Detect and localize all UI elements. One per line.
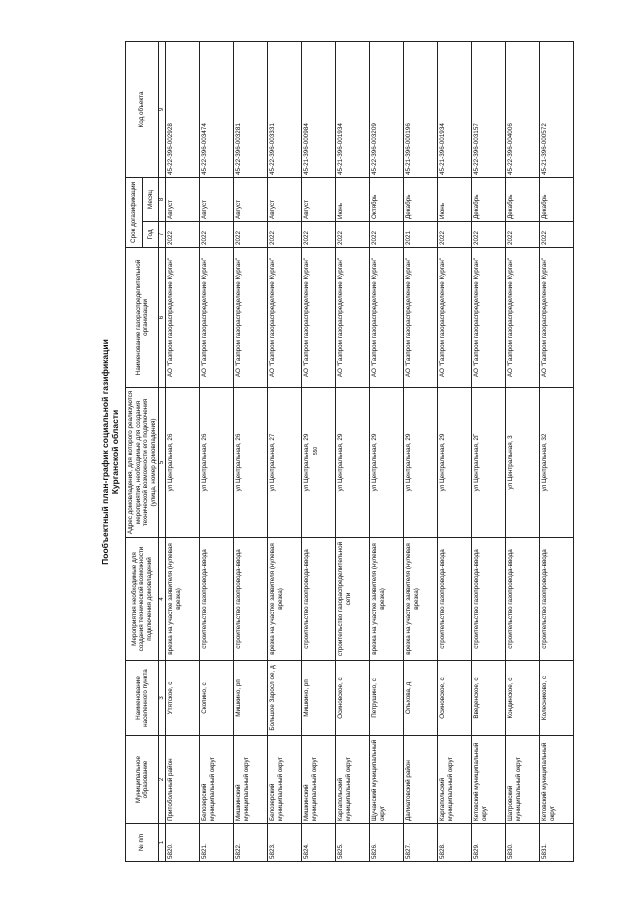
page-title (100, 42, 120, 862)
object-code-cell: 45-21-396-000572 (540, 42, 574, 178)
header-address: Адрес домовладения, для которого реализуются мероприятия, необходимые для создания технической возможности его подключения (улица, номер домовладения) (126, 388, 159, 538)
table-row (200, 42, 234, 862)
gdo-cell: АО "Газпром газораспределение Курган" (404, 248, 438, 388)
municipality-cell: Белозерский муниципальный округ (268, 736, 302, 824)
row-number-cell: 5825. (336, 824, 370, 862)
table-body (166, 42, 574, 862)
gdo-cell: АО "Газпром газораспределение Курган" (506, 248, 540, 388)
row-number-cell: 5831. (540, 824, 574, 862)
header-row (126, 42, 143, 862)
year-cell: 2022 (370, 222, 404, 248)
year-cell: 2022 (234, 222, 268, 248)
month-cell: Октябрь (370, 178, 404, 222)
row-number-cell: 5821. (200, 824, 234, 862)
measures-cell: строительство газопровода-ввода (302, 538, 336, 661)
column-number: 5 (159, 388, 166, 538)
year-cell: 2022 (472, 222, 506, 248)
municipality-cell: Шатровский муниципальный округ (506, 736, 540, 824)
month-cell: Декабрь (404, 178, 438, 222)
address-cell: ул Центральная, 26 (200, 388, 234, 538)
table-row (302, 42, 336, 862)
column-number-row (159, 42, 166, 862)
table-row (404, 42, 438, 862)
measures-cell: врезка на участке заявителя (нулевая врезка) (370, 538, 404, 661)
column-number: 6 (159, 248, 166, 388)
address-cell: ул Центральная, 27 (268, 388, 302, 538)
month-cell: Август (302, 178, 336, 222)
table-row (166, 42, 200, 862)
address-cell: ул Центральная, 29 (370, 388, 404, 538)
municipality-cell: Кетовский муниципальный округ (540, 736, 574, 824)
month-cell: Декабрь (472, 178, 506, 222)
measures-cell: строительство газопровода-ввода (200, 538, 234, 661)
gdo-cell: АО "Газпром газораспределение Курган" (268, 248, 302, 388)
year-cell: 2022 (268, 222, 302, 248)
measures-cell: врезка на участке заявителя (нулевая врезка) (268, 538, 302, 661)
settlement-cell: Петрушино, с (370, 661, 404, 736)
document-page (100, 42, 574, 862)
column-number: 8 (159, 178, 166, 222)
header-year: Год (142, 222, 159, 248)
object-code-cell: 45-22-396-003157 (472, 42, 506, 178)
settlement-cell: Ольхова, д (404, 661, 438, 736)
gdo-cell: АО "Газпром газораспределение Курган" (472, 248, 506, 388)
column-number: 9 (159, 42, 166, 178)
settlement-cell: Колесниково, с (540, 661, 574, 736)
measures-cell: строительство газопровода-ввода (438, 538, 472, 661)
year-cell: 2022 (540, 222, 574, 248)
table-row (336, 42, 370, 862)
address-cell: ул Центральная, 26 (234, 388, 268, 538)
row-number-cell: 5827. (404, 824, 438, 862)
object-code-cell: 45-22-396-004006 (506, 42, 540, 178)
column-number: 7 (159, 222, 166, 248)
month-cell: Декабрь (540, 178, 574, 222)
measures-cell: строительство газопровода-ввода (234, 538, 268, 661)
object-code-cell: 45-22-396-002928 (166, 42, 200, 178)
month-cell: Август (200, 178, 234, 222)
gdo-cell: АО "Газпром газораспределение Курган" (234, 248, 268, 388)
row-number-cell: 5824. (302, 824, 336, 862)
month-cell: Июнь (336, 178, 370, 222)
object-code-cell: 45-21-396-000984 (302, 42, 336, 178)
settlement-cell: Утятское, с (166, 661, 200, 736)
object-code-cell: 45-22-396-003331 (268, 42, 302, 178)
settlement-cell: Введенское, с (472, 661, 506, 736)
address-cell: ул Центральная, 3 (506, 388, 540, 538)
gdo-cell: АО "Газпром газораспределение Курган" (370, 248, 404, 388)
page-number: 550 (313, 446, 320, 456)
table-row (438, 42, 472, 862)
table-row (370, 42, 404, 862)
table-row (472, 42, 506, 862)
gdo-cell: АО "Газпром газораспределение Курган" (302, 248, 336, 388)
table-row (234, 42, 268, 862)
municipality-cell: Мишкинский муниципальный округ (302, 736, 336, 824)
municipality-cell: Кетовский муниципальный округ (472, 736, 506, 824)
settlement-cell: Осиновское, с (336, 661, 370, 736)
header-num: № п/п (126, 824, 159, 862)
object-code-cell: 45-22-396-003209 (370, 42, 404, 178)
measures-cell: строительство газопровода-ввода (540, 538, 574, 661)
year-cell: 2022 (438, 222, 472, 248)
settlement-cell: Большое Заросл ое, д (268, 661, 302, 736)
settlement-cell: Скопино, с (200, 661, 234, 736)
municipality-cell: Белозерский муниципальный округ (200, 736, 234, 824)
column-number: 2 (159, 736, 166, 824)
table-row (506, 42, 540, 862)
month-cell: Июнь (438, 178, 472, 222)
measures-cell: врезка на участке заявителя (нулевая врезка) (404, 538, 438, 661)
row-number-cell: 5829. (472, 824, 506, 862)
header-code: Код объекта (126, 42, 159, 178)
row-number-cell: 5828. (438, 824, 472, 862)
title-line-2: Курганской области (110, 409, 120, 495)
row-number-cell: 5826. (370, 824, 404, 862)
municipality-cell: Далматовский район (404, 736, 438, 824)
schedule-table (125, 41, 574, 862)
header-municipality: Муниципальное образование (126, 736, 159, 824)
month-cell: Декабрь (506, 178, 540, 222)
gdo-cell: АО "Газпром газораспределение Курган" (200, 248, 234, 388)
year-cell: 2022 (200, 222, 234, 248)
gdo-cell: АО "Газпром газораспределение Курган" (166, 248, 200, 388)
title-line-1: Пообъектный план-график социальной газификации (100, 339, 110, 565)
row-number-cell: 5820. (166, 824, 200, 862)
address-cell: ул Центральная, 32 (540, 388, 574, 538)
gdo-cell: АО "Газпром газораспределение Курган" (438, 248, 472, 388)
object-code-cell: 45-21-396-001934 (438, 42, 472, 178)
address-cell: ул Центральная, 26 (166, 388, 200, 538)
column-number: 3 (159, 661, 166, 736)
object-code-cell: 45-22-396-003474 (200, 42, 234, 178)
month-cell: Август (234, 178, 268, 222)
month-cell: Август (166, 178, 200, 222)
column-number: 4 (159, 538, 166, 661)
measures-cell: строительство газопровода-ввода (506, 538, 540, 661)
object-code-cell: 45-22-396-003281 (234, 42, 268, 178)
address-cell: ул Центральная, 29 (438, 388, 472, 538)
measures-cell: строительство газопровода-ввода (472, 538, 506, 661)
settlement-cell: Мишкино, рп (234, 661, 268, 736)
month-cell: Август (268, 178, 302, 222)
column-number: 1 (159, 824, 166, 862)
settlement-cell: Мишкино, рп (302, 661, 336, 736)
gdo-cell: АО "Газпром газораспределение Курган" (540, 248, 574, 388)
year-cell: 2022 (336, 222, 370, 248)
address-cell: ул Центральная, 29 (336, 388, 370, 538)
table-row (540, 42, 574, 862)
header-gdo: Наименование газораспределительной организации (126, 248, 159, 388)
header-month: Месяц (142, 178, 159, 222)
year-cell: 2022 (506, 222, 540, 248)
row-number-cell: 5830. (506, 824, 540, 862)
row-number-cell: 5822. (234, 824, 268, 862)
header-measures: Мероприятия необходимые для создания технической возможности подключения домовладений (126, 538, 159, 661)
year-cell: 2022 (302, 222, 336, 248)
settlement-cell: Осиновское, с (438, 661, 472, 736)
address-cell: ул Центральная, 29 (302, 388, 336, 538)
municipality-cell: Мишкинский муниципальный округ (234, 736, 268, 824)
address-cell: ул Центральная, 29 (404, 388, 438, 538)
municipality-cell: Каргапольский муниципальный округ (336, 736, 370, 824)
year-cell: 2022 (166, 222, 200, 248)
year-cell: 2021 (404, 222, 438, 248)
settlement-cell: Кондинское, с (506, 661, 540, 736)
object-code-cell: 45-21-396-000196 (404, 42, 438, 178)
measures-cell: строительство газораспределительной сети (336, 538, 370, 661)
header-deadline: Срок догазификации (126, 178, 143, 248)
table-row (268, 42, 302, 862)
object-code-cell: 45-21-396-001934 (336, 42, 370, 178)
municipality-cell: Каргапольский муниципальный округ (438, 736, 472, 824)
row-number-cell: 5823. (268, 824, 302, 862)
measures-cell: врезка на участке заявителя (нулевая врезка) (166, 538, 200, 661)
municipality-cell: Щучанский муниципальный округ (370, 736, 404, 824)
header-settlement: Наименование населенного пункта (126, 661, 159, 736)
municipality-cell: Притобольный район (166, 736, 200, 824)
address-cell: ул Центральная, 2Г (472, 388, 506, 538)
gdo-cell: АО "Газпром газораспределение Курган" (336, 248, 370, 388)
